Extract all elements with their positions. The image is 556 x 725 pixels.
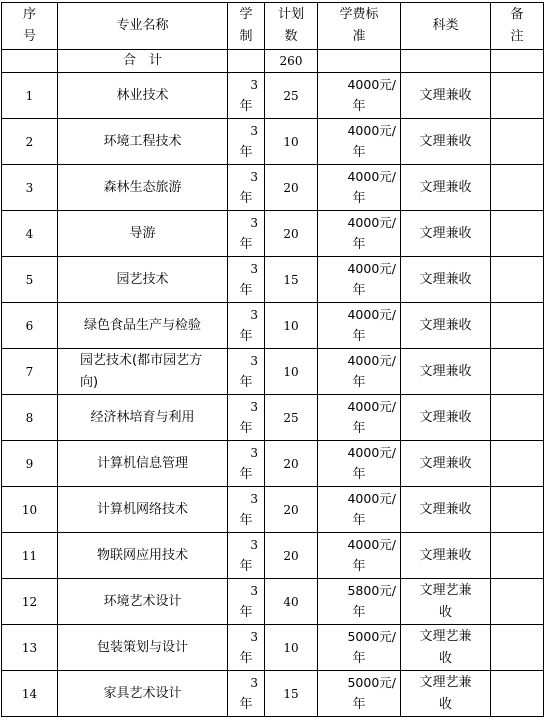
fee-unit: 年 — [352, 420, 366, 436]
fee-amount: 4000元/ — [347, 214, 396, 230]
duration-unit: 年 — [239, 328, 253, 344]
duration-number: 3 — [250, 675, 258, 690]
fee-unit: 年 — [352, 558, 366, 574]
table-row — [2, 487, 544, 533]
subject-text: 文理兼收 — [419, 271, 472, 287]
remark-cell — [491, 395, 544, 441]
subject-category — [401, 671, 491, 717]
enrollment-table — [1, 2, 544, 717]
row-index: 2 — [2, 119, 58, 165]
major-name-text: 森林生态旅游 — [103, 179, 182, 195]
row-index: 7 — [2, 349, 58, 395]
plan-count: 20 — [265, 211, 318, 257]
remark-cell — [491, 303, 544, 349]
remark-cell — [491, 119, 544, 165]
study-duration — [228, 119, 265, 165]
table-row — [2, 533, 544, 579]
fee-unit: 年 — [352, 98, 366, 114]
fee-amount: 4000元/ — [347, 398, 396, 414]
duration-number: 3 — [250, 583, 258, 598]
tuition-fee — [318, 257, 401, 303]
fee-unit: 年 — [352, 236, 366, 252]
major-name — [58, 165, 228, 211]
subject-text: 文理兼收 — [419, 179, 472, 195]
row-index: 4 — [2, 211, 58, 257]
duration-number: 3 — [250, 445, 258, 460]
major-name — [58, 441, 228, 487]
duration-unit: 年 — [239, 466, 253, 482]
fee-unit: 年 — [352, 282, 366, 298]
row-index: 8 — [2, 395, 58, 441]
subject-category — [401, 579, 491, 625]
remark-cell — [491, 211, 544, 257]
duration-number: 3 — [250, 353, 258, 368]
fee-unit: 年 — [352, 374, 366, 390]
major-name-text: 计算机网络技术 — [96, 501, 188, 517]
major-name — [58, 533, 228, 579]
subject-text: 文理兼收 — [419, 501, 472, 517]
plan-count: 10 — [265, 625, 318, 671]
duration-number: 3 — [250, 399, 258, 414]
plan-count: 20 — [265, 487, 318, 533]
tuition-fee — [318, 303, 401, 349]
row-index: 5 — [2, 257, 58, 303]
header-idx: 序 号 — [2, 3, 58, 50]
study-duration — [228, 441, 265, 487]
summary-subject — [401, 50, 491, 73]
duration-unit: 年 — [239, 98, 253, 114]
major-name-text: 导游 — [129, 225, 156, 241]
table-row — [2, 395, 544, 441]
plan-count: 10 — [265, 349, 318, 395]
subject-text: 文理兼收 — [419, 133, 472, 149]
major-name — [58, 625, 228, 671]
major-name-text: 林业技术 — [116, 87, 169, 103]
remark-cell — [491, 533, 544, 579]
study-duration — [228, 165, 265, 211]
subject-text: 文理兼收 — [419, 87, 472, 103]
fee-unit: 年 — [352, 512, 366, 528]
subject-text: 文理兼收 — [419, 409, 472, 425]
plan-count: 25 — [265, 395, 318, 441]
study-duration — [228, 579, 265, 625]
header-fee: 学费标 准 — [318, 3, 401, 50]
fee-amount: 5800元/ — [347, 582, 396, 598]
subject-text: 文理兼收 — [419, 363, 472, 379]
major-name-text: 计算机信息管理 — [96, 455, 188, 471]
subject-category — [401, 165, 491, 211]
tuition-fee — [318, 119, 401, 165]
fee-amount: 4000元/ — [347, 306, 396, 322]
header-plan: 计划 数 — [265, 3, 318, 50]
summary-system — [228, 50, 265, 73]
fee-unit: 年 — [352, 328, 366, 344]
major-name-text: 包装策划与设计 — [96, 639, 188, 655]
subject-text: 文理兼收 — [419, 455, 472, 471]
row-index: 6 — [2, 303, 58, 349]
fee-amount: 4000元/ — [347, 260, 396, 276]
fee-unit: 年 — [352, 696, 366, 712]
study-duration — [228, 625, 265, 671]
major-name-text: 绿色食品生产与检验 — [83, 317, 201, 333]
subject-line: 文理艺兼 — [419, 674, 472, 690]
tuition-fee — [318, 349, 401, 395]
plan-count: 15 — [265, 257, 318, 303]
summary-fee — [318, 50, 401, 73]
duration-number: 3 — [250, 491, 258, 506]
fee-unit: 年 — [352, 144, 366, 160]
subject-text: 文理兼收 — [419, 547, 472, 563]
plan-count: 40 — [265, 579, 318, 625]
subject-line: 收 — [438, 604, 452, 620]
summary-remark — [491, 50, 544, 73]
subject-line: 收 — [438, 650, 452, 666]
tuition-fee — [318, 579, 401, 625]
row-index: 10 — [2, 487, 58, 533]
plan-count: 20 — [265, 441, 318, 487]
table-row — [2, 165, 544, 211]
table-row — [2, 579, 544, 625]
duration-number: 3 — [250, 261, 258, 276]
tuition-fee — [318, 211, 401, 257]
major-name — [58, 579, 228, 625]
duration-unit: 年 — [239, 282, 253, 298]
major-name — [58, 395, 228, 441]
summary-row — [2, 50, 544, 73]
subject-category — [401, 533, 491, 579]
major-name-text: 物联网应用技术 — [96, 547, 188, 563]
major-name-line: 向) — [80, 374, 99, 390]
duration-unit: 年 — [239, 374, 253, 390]
tuition-fee — [318, 165, 401, 211]
tuition-fee — [318, 671, 401, 717]
table-row — [2, 211, 544, 257]
fee-amount: 5000元/ — [347, 628, 396, 644]
subject-category — [401, 257, 491, 303]
plan-count: 15 — [265, 671, 318, 717]
duration-unit: 年 — [239, 144, 253, 160]
tuition-fee — [318, 533, 401, 579]
major-name — [58, 119, 228, 165]
row-index: 9 — [2, 441, 58, 487]
major-name — [58, 671, 228, 717]
duration-number: 3 — [250, 215, 258, 230]
subject-category — [401, 441, 491, 487]
study-duration — [228, 73, 265, 119]
duration-unit: 年 — [239, 696, 253, 712]
plan-count: 25 — [265, 73, 318, 119]
fee-amount: 4000元/ — [347, 444, 396, 460]
subject-category — [401, 211, 491, 257]
subject-category — [401, 349, 491, 395]
study-duration — [228, 487, 265, 533]
major-name-text: 经济林培育与利用 — [90, 409, 195, 425]
fee-unit: 年 — [352, 650, 366, 666]
header-row — [2, 3, 544, 50]
major-name — [58, 73, 228, 119]
table-row — [2, 671, 544, 717]
row-index: 14 — [2, 671, 58, 717]
duration-unit: 年 — [239, 650, 253, 666]
summary-label: 合 计 — [58, 50, 228, 73]
header-subject: 科类 — [401, 3, 491, 50]
tuition-fee — [318, 625, 401, 671]
fee-amount: 4000元/ — [347, 490, 396, 506]
subject-category — [401, 119, 491, 165]
subject-text: 文理兼收 — [419, 317, 472, 333]
major-name — [58, 257, 228, 303]
duration-number: 3 — [250, 629, 258, 644]
duration-unit: 年 — [239, 604, 253, 620]
summary-plan: 260 — [265, 50, 318, 73]
remark-cell — [491, 487, 544, 533]
subject-line: 文理艺兼 — [419, 582, 472, 598]
major-name-text: 园艺技术 — [116, 271, 169, 287]
table-row — [2, 303, 544, 349]
subject-line: 文理艺兼 — [419, 628, 472, 644]
plan-count: 20 — [265, 533, 318, 579]
remark-cell — [491, 349, 544, 395]
row-index: 12 — [2, 579, 58, 625]
fee-amount: 4000元/ — [347, 536, 396, 552]
fee-amount: 5000元/ — [347, 674, 396, 690]
fee-unit: 年 — [352, 604, 366, 620]
table-row — [2, 441, 544, 487]
row-index: 13 — [2, 625, 58, 671]
row-index: 1 — [2, 73, 58, 119]
subject-category — [401, 487, 491, 533]
fee-amount: 4000元/ — [347, 352, 396, 368]
duration-unit: 年 — [239, 190, 253, 206]
major-name — [58, 349, 228, 395]
study-duration — [228, 671, 265, 717]
subject-category — [401, 625, 491, 671]
study-duration — [228, 257, 265, 303]
row-index: 3 — [2, 165, 58, 211]
fee-unit: 年 — [352, 190, 366, 206]
plan-count: 20 — [265, 165, 318, 211]
major-name-line: 园艺技术(都市园艺方 — [80, 352, 203, 368]
tuition-fee — [318, 441, 401, 487]
study-duration — [228, 395, 265, 441]
fee-amount: 4000元/ — [347, 122, 396, 138]
major-name-text: 环境艺术设计 — [103, 593, 182, 609]
header-remark: 备 注 — [491, 3, 544, 50]
row-index: 11 — [2, 533, 58, 579]
subject-category — [401, 303, 491, 349]
remark-cell — [491, 73, 544, 119]
table-row — [2, 257, 544, 303]
duration-unit: 年 — [239, 236, 253, 252]
subject-category — [401, 73, 491, 119]
major-name-text: 环境工程技术 — [103, 133, 182, 149]
fee-amount: 4000元/ — [347, 76, 396, 92]
study-duration — [228, 349, 265, 395]
study-duration — [228, 533, 265, 579]
table-row — [2, 349, 544, 395]
remark-cell — [491, 257, 544, 303]
duration-number: 3 — [250, 537, 258, 552]
duration-number: 3 — [250, 77, 258, 92]
fee-amount: 4000元/ — [347, 168, 396, 184]
study-duration — [228, 303, 265, 349]
plan-count: 10 — [265, 303, 318, 349]
table-row — [2, 119, 544, 165]
remark-cell — [491, 671, 544, 717]
remark-cell — [491, 625, 544, 671]
table-row — [2, 73, 544, 119]
duration-unit: 年 — [239, 512, 253, 528]
remark-cell — [491, 579, 544, 625]
duration-number: 3 — [250, 307, 258, 322]
plan-count: 10 — [265, 119, 318, 165]
duration-unit: 年 — [239, 558, 253, 574]
tuition-fee — [318, 73, 401, 119]
major-name-text: 家具艺术设计 — [103, 685, 182, 701]
table-row — [2, 625, 544, 671]
subject-line: 收 — [438, 696, 452, 712]
fee-unit: 年 — [352, 466, 366, 482]
major-name — [58, 303, 228, 349]
tuition-fee — [318, 395, 401, 441]
summary-idx — [2, 50, 58, 73]
tuition-fee — [318, 487, 401, 533]
study-duration — [228, 211, 265, 257]
duration-number: 3 — [250, 169, 258, 184]
major-name — [58, 487, 228, 533]
major-name — [58, 211, 228, 257]
duration-number: 3 — [250, 123, 258, 138]
header-system: 学 制 — [228, 3, 265, 50]
header-name: 专业名称 — [58, 3, 228, 50]
remark-cell — [491, 441, 544, 487]
subject-category — [401, 395, 491, 441]
subject-text: 文理兼收 — [419, 225, 472, 241]
duration-unit: 年 — [239, 420, 253, 436]
remark-cell — [491, 165, 544, 211]
